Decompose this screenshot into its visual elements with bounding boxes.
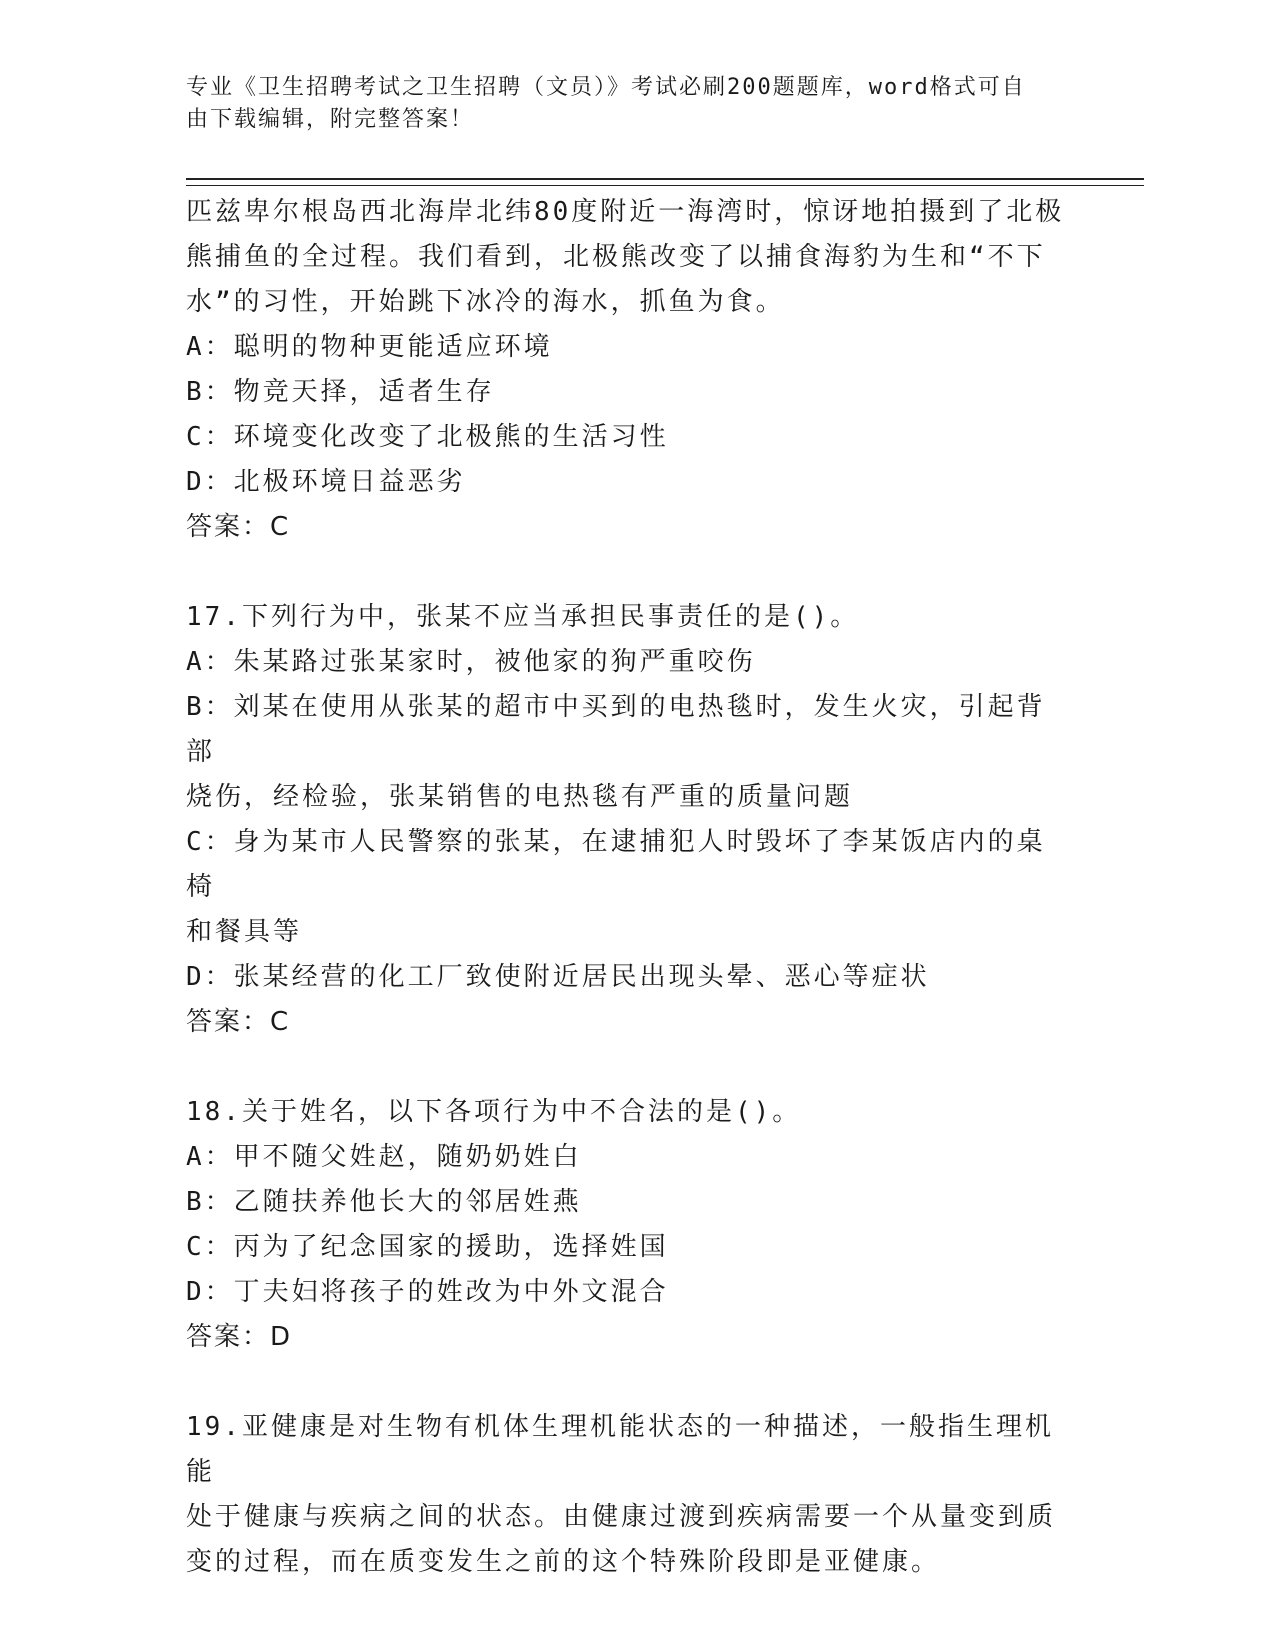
option-b: B：乙随扶养他长大的邻居姓燕 xyxy=(186,1187,582,1217)
question-18 xyxy=(186,1090,1066,1360)
option-a: A：朱某路过张某家时，被他家的狗严重咬伤 xyxy=(186,647,756,677)
stem-line: 变的过程，而在质变发生之前的这个特殊阶段即是亚健康。 xyxy=(186,1547,941,1577)
answer-line: 答案：C xyxy=(186,512,291,542)
answer-line: 答案：D xyxy=(186,1322,293,1352)
spacer xyxy=(186,1360,1066,1405)
option-c: C：身为某市人民警察的张某，在逮捕犯人时毁坏了李某饭店内的桌椅 xyxy=(186,827,1046,902)
header-divider-thick xyxy=(186,178,1144,180)
question-16 xyxy=(186,190,1066,550)
option-d: D：丁夫妇将孩子的姓改为中外文混合 xyxy=(186,1277,669,1307)
spacer xyxy=(186,1045,1066,1090)
question-stem xyxy=(186,190,1066,325)
answer-line: 答案：C xyxy=(186,1007,291,1037)
option-c: C：环境变化改变了北极熊的生活习性 xyxy=(186,422,669,452)
header-title-line-2: 由下载编辑，附完整答案！ xyxy=(186,107,475,132)
stem-line: 水”的习性，开始跳下冰冷的海水，抓鱼为食。 xyxy=(186,287,785,317)
option-d: D：张某经营的化工厂致使附近居民出现头晕、恶心等症状 xyxy=(186,962,930,992)
option-b-continued: 烧伤，经检验，张某销售的电热毯有严重的质量问题 xyxy=(186,782,854,812)
option-a: A：甲不随父姓赵，随奶奶姓白 xyxy=(186,1142,582,1172)
option-b: B：物竞天择，适者生存 xyxy=(186,377,495,407)
option-d: D：北极环境日益恶劣 xyxy=(186,467,466,497)
option-c-continued: 和餐具等 xyxy=(186,917,303,947)
header-title-line-1: 专业《卫生招聘考试之卫生招聘（文员）》考试必刷200题题库，word格式可自 xyxy=(186,75,1026,100)
question-17 xyxy=(186,595,1066,1045)
option-a: A：聪明的物种更能适应环境 xyxy=(186,332,553,362)
page-header xyxy=(186,72,1066,136)
document-body xyxy=(186,190,1066,1585)
stem-line: 处于健康与疾病之间的状态。由健康过渡到疾病需要一个从量变到质 xyxy=(186,1502,1057,1532)
option-c: C：丙为了纪念国家的援助，选择姓国 xyxy=(186,1232,669,1262)
question-stem: 18.关于姓名，以下各项行为中不合法的是()。 xyxy=(186,1097,802,1127)
stem-line: 匹兹卑尔根岛西北海岸北纬80度附近一海湾时，惊讶地拍摄到了北极 xyxy=(186,197,1065,227)
header-divider-thin xyxy=(186,185,1144,186)
stem-line: 熊捕鱼的全过程。我们看到，北极熊改变了以捕食海豹为生和“不下 xyxy=(186,242,1046,272)
question-19 xyxy=(186,1405,1066,1585)
spacer xyxy=(186,550,1066,595)
option-b: B：刘某在使用从张某的超市中买到的电热毯时，发生火灾，引起背部 xyxy=(186,692,1046,767)
stem-line: 19.亚健康是对生物有机体生理机能状态的一种描述，一般指生理机能 xyxy=(186,1412,1054,1487)
question-stem: 17.下列行为中，张某不应当承担民事责任的是()。 xyxy=(186,602,860,632)
